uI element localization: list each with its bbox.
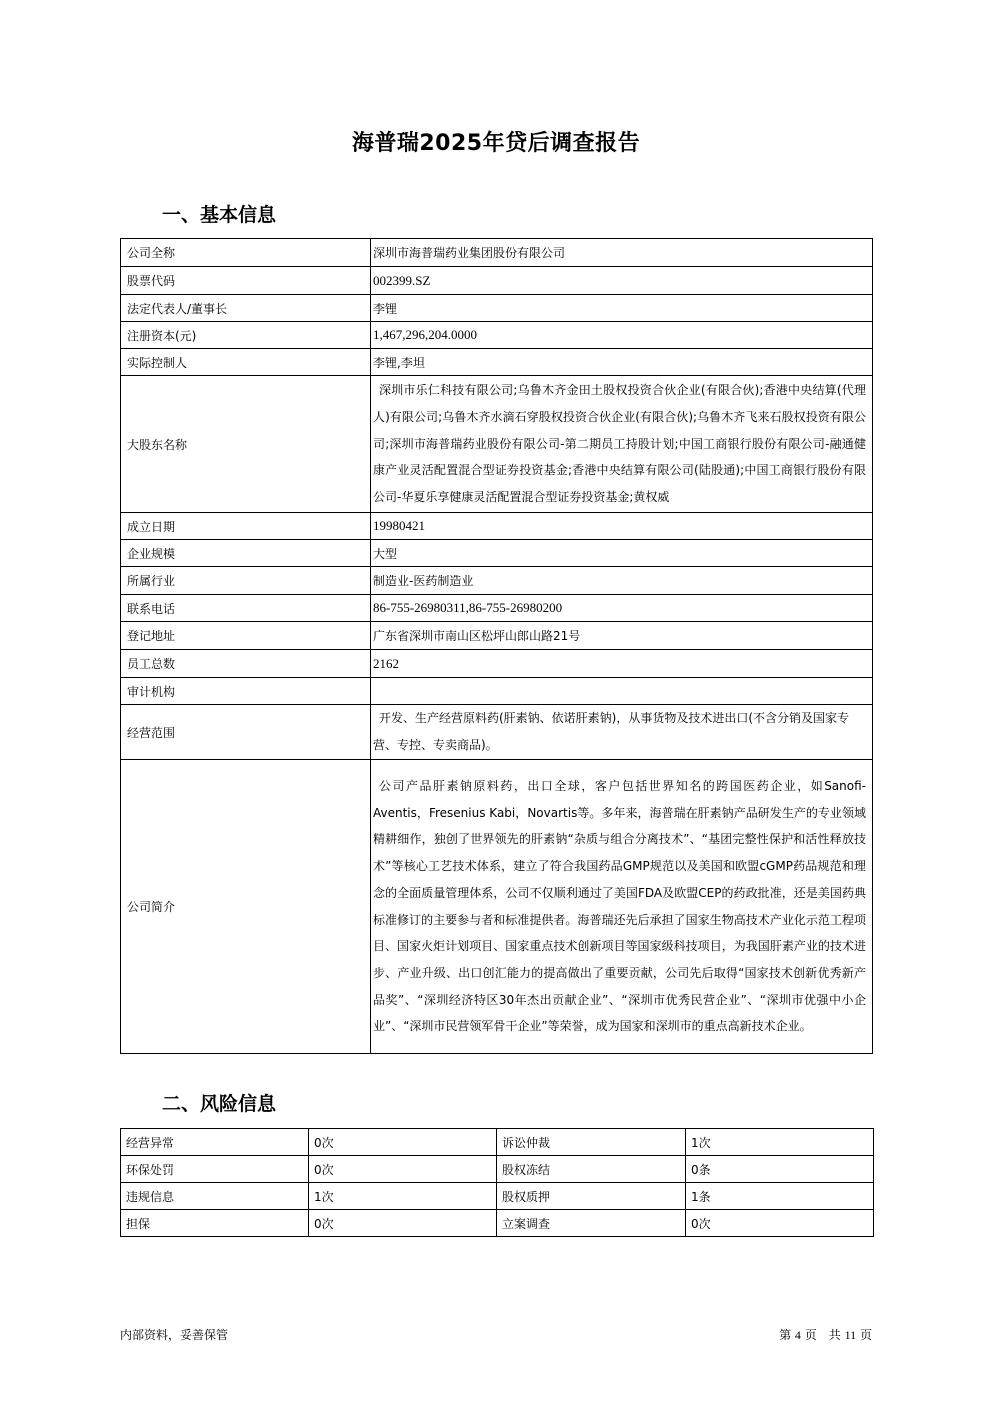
risk-value: 0次 <box>309 1156 497 1183</box>
field-value: 深圳市乐仁科技有限公司;乌鲁木齐金田土股权投资合伙企业(有限合伙);香港中央结算(代理人)有限公司;乌鲁木齐水滴石穿股权投资合伙企业(有限合伙);乌鲁木齐飞来石股权投资有限公司;深圳市海普瑞药业股份有限公司-第二期员工持股计划;中国工商银行股份有限公司-融通健康产业灵活配置混合型证券投资基金;香港中央结算有限公司(陆股通);中国工商银行股份有限公司-华夏乐享健康灵活配置混合型证券投资基金;黄权威 <box>371 376 873 513</box>
field-label: 所属行业 <box>121 567 371 595</box>
field-value <box>371 678 873 705</box>
risk-value: 1条 <box>686 1183 874 1210</box>
field-value: 李锂 <box>371 295 873 322</box>
field-value: 公司产品肝素钠原料药，出口全球，客户包括世界知名的跨国医药企业，如Sanofi-Aventis，Fresenius Kabi，Novartis等。多年来，海普瑞在肝素钠产品研发生产的专业领域精耕细作，独创了世界领先的肝素钠“杂质与组合分离技术”、“基团完整性保护和活性释放技术”等核心工艺技术体系，建立了符合我国药品GMP规范以及美国和欧盟cGMP药品规范和理念的全面质量管理体系，公司不仅顺利通过了美国FDA及欧盟CEP的药政批准，还是美国药典标准修订的主要参与者和标准提供者。海普瑞还先后承担了国家生物高技术产业化示范工程项目、国家火炬计划项目、国家重点技术创新项目等国家级科技项目，为我国肝素产业的技术进步、产业升级、出口创汇能力的提高做出了重要贡献，公司先后取得“国家技术创新优秀新产品奖”、“深圳经济特区30年杰出贡献企业”、“深圳市优秀民营企业”、“深圳市优强中小企业”、“深圳市民营领军骨干企业”等荣誉，成为国家和深圳市的重点高新技术企业。 <box>371 760 873 1054</box>
risk-value: 1次 <box>686 1129 874 1156</box>
table-row <box>121 1129 874 1156</box>
table-row <box>121 267 873 295</box>
table-row <box>121 513 873 540</box>
field-label: 登记地址 <box>121 622 371 650</box>
risk-label: 股权冻结 <box>497 1156 686 1183</box>
field-label: 联系电话 <box>121 595 371 622</box>
table-row <box>121 376 873 513</box>
page-mid: 页 共 <box>804 1328 841 1342</box>
field-label: 实际控制人 <box>121 349 371 376</box>
field-label: 注册资本(元) <box>121 322 371 349</box>
table-row <box>121 622 873 650</box>
risk-info-table <box>120 1128 874 1237</box>
field-value: 开发、生产经营原料药(肝素钠、依诺肝素钠)，从事货物及技术进出口(不含分销及国家专营、专控、专卖商品)。 <box>371 705 873 760</box>
table-row <box>121 705 873 760</box>
field-value: 002399.SZ <box>371 267 873 295</box>
table-row <box>121 1210 874 1237</box>
page-suffix: 页 <box>859 1328 872 1342</box>
risk-label: 违规信息 <box>121 1183 309 1210</box>
field-label: 员工总数 <box>121 650 371 678</box>
risk-label: 经营异常 <box>121 1129 309 1156</box>
table-row <box>121 1156 874 1183</box>
page-current: 4 <box>794 1328 801 1342</box>
field-value: 2162 <box>371 650 873 678</box>
table-row <box>121 650 873 678</box>
field-value: 19980421 <box>371 513 873 540</box>
table-row <box>121 295 873 322</box>
field-label: 经营范围 <box>121 705 371 760</box>
page-total: 11 <box>844 1328 857 1342</box>
field-label: 法定代表人/董事长 <box>121 295 371 322</box>
field-value: 广东省深圳市南山区松坪山郎山路21号 <box>371 622 873 650</box>
table-row <box>121 1183 874 1210</box>
field-label: 大股东名称 <box>121 376 371 513</box>
field-value: 李锂,李坦 <box>371 349 873 376</box>
risk-value: 0次 <box>309 1210 497 1237</box>
table-row <box>121 322 873 349</box>
section-title-basic-info: 一、基本信息 <box>162 204 277 226</box>
field-value: 大型 <box>371 540 873 567</box>
field-label: 审计机构 <box>121 678 371 705</box>
risk-value: 0次 <box>686 1210 874 1237</box>
field-label: 企业规模 <box>121 540 371 567</box>
page-prefix: 第 <box>779 1328 792 1342</box>
risk-value: 0次 <box>309 1129 497 1156</box>
table-row <box>121 567 873 595</box>
footer-confidential-note: 内部资料，妥善保管 <box>120 1328 229 1342</box>
field-value: 制造业-医药制造业 <box>371 567 873 595</box>
table-row <box>121 239 873 267</box>
risk-label: 担保 <box>121 1210 309 1237</box>
table-row <box>121 760 873 1054</box>
field-label: 公司简介 <box>121 760 371 1054</box>
field-value: 86-755-26980311,86-755-26980200 <box>371 595 873 622</box>
field-label: 成立日期 <box>121 513 371 540</box>
risk-label: 立案调查 <box>497 1210 686 1237</box>
field-label: 股票代码 <box>121 267 371 295</box>
report-title: 海普瑞2025年贷后调查报告 <box>351 131 641 156</box>
risk-value: 1次 <box>309 1183 497 1210</box>
table-row <box>121 349 873 376</box>
risk-label: 环保处罚 <box>121 1156 309 1183</box>
table-row <box>121 540 873 567</box>
table-row <box>121 678 873 705</box>
table-row <box>121 595 873 622</box>
risk-label: 股权质押 <box>497 1183 686 1210</box>
footer-page-number <box>779 1326 872 1343</box>
basic-info-table <box>120 238 873 1054</box>
risk-value: 0条 <box>686 1156 874 1183</box>
section-title-risk-info: 二、风险信息 <box>162 1093 277 1115</box>
field-value: 深圳市海普瑞药业集团股份有限公司 <box>371 239 873 267</box>
risk-label: 诉讼仲裁 <box>497 1129 686 1156</box>
field-value: 1,467,296,204.0000 <box>371 322 873 349</box>
field-label: 公司全称 <box>121 239 371 267</box>
